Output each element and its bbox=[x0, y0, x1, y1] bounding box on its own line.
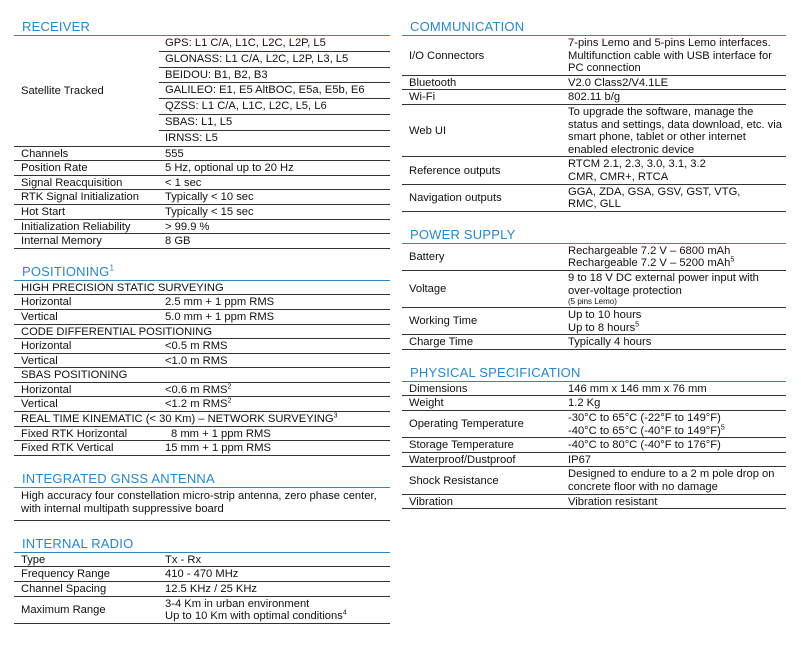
range-line-2 bbox=[165, 610, 390, 623]
voltage-note: (5 pins Lemo) bbox=[568, 297, 617, 307]
row-label: Vibration bbox=[402, 494, 568, 509]
vibration-row bbox=[402, 494, 786, 509]
satellite-irnss: IRNSS: L5 bbox=[165, 131, 218, 144]
storage-temp-row bbox=[402, 438, 786, 453]
cd-heading: CODE DIFFERENTIAL POSITIONING bbox=[14, 324, 390, 339]
row-value: Typically 4 hours bbox=[568, 335, 786, 350]
radio-title: INTERNAL RADIO bbox=[14, 535, 390, 553]
power-section bbox=[402, 226, 786, 350]
weight-row bbox=[402, 396, 786, 411]
wifi-row bbox=[402, 90, 786, 105]
satellite-beidou: BEIDOU: B1, B2, B3 bbox=[159, 68, 390, 84]
row-label: Bluetooth bbox=[402, 75, 568, 90]
radio-row bbox=[14, 567, 390, 582]
footnote: 5 bbox=[635, 320, 640, 328]
operating-temp-row bbox=[402, 411, 786, 438]
row-value bbox=[568, 270, 786, 307]
range-line-1: 3-4 Km in urban environment bbox=[165, 597, 310, 610]
working-line-2 bbox=[568, 322, 786, 335]
cd-heading-row bbox=[14, 324, 390, 339]
row-label: Vertical bbox=[14, 397, 159, 412]
row-value: 5.0 mm + 1 ppm RMS bbox=[159, 309, 390, 324]
satellite-qzss: QZSS: L1 C/A, L1C, L2C, L5, L6 bbox=[159, 99, 390, 115]
radio-row bbox=[14, 553, 390, 567]
working-line-2-text: Up to 8 hours bbox=[568, 321, 636, 334]
row-label: Web UI bbox=[402, 104, 568, 156]
hp-vertical-row bbox=[14, 309, 390, 324]
row-value: Typically < 15 sec bbox=[159, 204, 390, 219]
receiver-row bbox=[14, 204, 390, 219]
optemp-line-2-text: -40°C to 65°C (-40°F to 149°F) bbox=[568, 424, 721, 437]
row-value: 15 mm + 1 ppm RMS bbox=[159, 441, 390, 456]
communication-section bbox=[402, 18, 786, 212]
shock-row bbox=[402, 467, 786, 494]
physical-section bbox=[402, 364, 786, 509]
row-label: Maximum Range bbox=[14, 596, 159, 623]
row-label: Horizontal bbox=[14, 295, 159, 310]
row-value: 1.2 Kg bbox=[568, 396, 786, 411]
footnote: 2 bbox=[227, 383, 232, 391]
sbas-vertical-value: <1.2 m RMS bbox=[165, 398, 228, 411]
row-value: -40°C to 80°C (-40°F to 176°F) bbox=[568, 438, 786, 453]
positioning-table bbox=[14, 281, 390, 456]
io-row bbox=[402, 36, 786, 75]
ref-line-2: CMR, CMR+, RTCA bbox=[568, 170, 669, 183]
row-value: 802.11 b/g bbox=[568, 90, 786, 105]
sbas-horizontal-row bbox=[14, 382, 390, 397]
row-label: Position Rate bbox=[14, 161, 159, 176]
row-label: Working Time bbox=[402, 308, 568, 335]
row-label: Waterproof/Dustproof bbox=[402, 452, 568, 467]
row-value: V2.0 Class2/V4.1LE bbox=[568, 75, 786, 90]
rtk-vertical-row bbox=[14, 441, 390, 456]
voltage-line: 9 to 18 V DC external power input with over-voltage protection bbox=[568, 271, 759, 297]
row-label: Navigation outputs bbox=[402, 184, 568, 211]
nav-line-2: RMC, GLL bbox=[568, 198, 621, 211]
battery-line-1: Rechargeable 7.2 V – 6800 mAh bbox=[568, 244, 731, 257]
bluetooth-row bbox=[402, 75, 786, 90]
footnote: 5 bbox=[730, 256, 735, 264]
row-value bbox=[159, 397, 390, 412]
hp-heading: HIGH PRECISION STATIC SURVEYING bbox=[14, 281, 390, 295]
satellite-label: Satellite Tracked bbox=[14, 36, 159, 146]
row-label: Type bbox=[14, 553, 159, 567]
row-value: 2.5 mm + 1 ppm RMS bbox=[159, 295, 390, 310]
row-value: Designed to endure to a 2 m pole drop on concrete floor with no damage bbox=[568, 467, 786, 494]
row-label: Weight bbox=[402, 396, 568, 411]
row-label: Operating Temperature bbox=[402, 411, 568, 438]
navigation-outputs-row bbox=[402, 184, 786, 211]
cd-vertical-row bbox=[14, 353, 390, 368]
sbas-heading-row bbox=[14, 368, 390, 383]
row-value bbox=[568, 308, 786, 335]
satellite-list bbox=[159, 36, 390, 146]
row-label: Fixed RTK Vertical bbox=[14, 441, 159, 456]
row-label: Vertical bbox=[14, 309, 159, 324]
footnote: 3 bbox=[333, 412, 338, 420]
row-label: Vertical bbox=[14, 353, 159, 368]
receiver-title: RECEIVER bbox=[14, 18, 390, 36]
rtk-heading bbox=[14, 412, 390, 427]
optemp-line-1: -30°C to 65°C (-22°F to 149°F) bbox=[568, 412, 721, 425]
row-label: Voltage bbox=[402, 270, 568, 307]
receiver-table bbox=[14, 36, 390, 249]
row-label: RTK Signal Initialization bbox=[14, 190, 159, 205]
positioning-title bbox=[14, 263, 390, 281]
row-value: 12.5 KHz / 25 KHz bbox=[159, 582, 390, 597]
satellite-gps: GPS: L1 C/A, L1C, L2C, L2P, L5 bbox=[159, 36, 390, 52]
row-value: <0.5 m RMS bbox=[159, 339, 390, 354]
row-value bbox=[159, 382, 390, 397]
sbas-horizontal-value: <0.6 m RMS bbox=[165, 383, 228, 396]
row-value: <1.0 m RMS bbox=[159, 353, 390, 368]
nav-line-1: GGA, ZDA, GSA, GSV, GST, VTG, bbox=[568, 185, 741, 198]
voltage-row bbox=[402, 270, 786, 307]
positioning-section bbox=[14, 263, 390, 456]
satellite-glonass: GLONASS: L1 C/A, L2C, L2P, L3, L5 bbox=[159, 52, 390, 68]
satellite-row bbox=[14, 36, 390, 146]
receiver-row bbox=[14, 146, 390, 161]
row-label: Channel Spacing bbox=[14, 582, 159, 597]
communication-table bbox=[402, 36, 786, 212]
antenna-description: High accuracy four constellation micro-strip antenna, zero phase center, with internal multipath suppressive board bbox=[14, 488, 390, 521]
hp-heading-row bbox=[14, 281, 390, 295]
rtk-horizontal-row bbox=[14, 426, 390, 441]
satellite-sbas: SBAS: L1, L5 bbox=[159, 115, 390, 131]
row-label: Horizontal bbox=[14, 339, 159, 354]
row-label: Wi-Fi bbox=[402, 90, 568, 105]
power-title: POWER SUPPLY bbox=[402, 226, 786, 244]
row-label: Frequency Range bbox=[14, 567, 159, 582]
power-table bbox=[402, 244, 786, 350]
footnote: 5 bbox=[720, 423, 725, 431]
optemp-line-2 bbox=[568, 425, 786, 438]
row-value: 146 mm x 146 mm x 76 mm bbox=[568, 382, 786, 396]
physical-title: PHYSICAL SPECIFICATION bbox=[402, 364, 786, 382]
communication-title: COMMUNICATION bbox=[402, 18, 786, 36]
row-label: Reference outputs bbox=[402, 157, 568, 184]
row-label: Horizontal bbox=[14, 382, 159, 397]
dimensions-row bbox=[402, 382, 786, 396]
hp-horizontal-row bbox=[14, 295, 390, 310]
row-value bbox=[159, 596, 390, 623]
footnote: 4 bbox=[342, 609, 347, 617]
satellite-galileo: GALILEO: E1, E5 AltBOC, E5a, E5b, E6 bbox=[159, 83, 390, 99]
receiver-row bbox=[14, 234, 390, 249]
radio-table bbox=[14, 553, 390, 624]
row-value: 7-pins Lemo and 5-pins Lemo interfaces. Multifunction cable with USB interface for PC connection bbox=[568, 36, 786, 75]
row-label: Dimensions bbox=[402, 382, 568, 396]
sbas-heading: SBAS POSITIONING bbox=[14, 368, 390, 383]
sbas-vertical-row bbox=[14, 397, 390, 412]
positioning-title-text: POSITIONING bbox=[22, 263, 110, 279]
row-label: Internal Memory bbox=[14, 234, 159, 249]
row-label: Hot Start bbox=[14, 204, 159, 219]
row-value bbox=[568, 157, 786, 184]
row-value: Tx - Rx bbox=[159, 553, 390, 567]
webui-row bbox=[402, 104, 786, 156]
row-label: Channels bbox=[14, 146, 159, 161]
receiver-section bbox=[14, 18, 390, 249]
row-value bbox=[568, 411, 786, 438]
row-label: Storage Temperature bbox=[402, 438, 568, 453]
rtk-heading-row bbox=[14, 412, 390, 427]
row-value: Typically < 10 sec bbox=[159, 190, 390, 205]
battery-row bbox=[402, 244, 786, 271]
row-value: 8 GB bbox=[159, 234, 390, 249]
receiver-row bbox=[14, 161, 390, 176]
charge-time-row bbox=[402, 335, 786, 350]
range-line-2-text: Up to 10 Km with optimal conditions bbox=[165, 610, 343, 623]
right-column bbox=[402, 18, 786, 523]
footnote: 2 bbox=[227, 397, 232, 405]
working-time-row bbox=[402, 308, 786, 335]
row-label: Charge Time bbox=[402, 335, 568, 350]
antenna-title: INTEGRATED GNSS ANTENNA bbox=[14, 470, 390, 488]
row-value: IP67 bbox=[568, 452, 786, 467]
left-column bbox=[14, 18, 390, 638]
working-line-1: Up to 10 hours bbox=[568, 309, 642, 322]
row-label: Battery bbox=[402, 244, 568, 271]
waterproof-row bbox=[402, 452, 786, 467]
row-label: Shock Resistance bbox=[402, 467, 568, 494]
row-value: 5 Hz, optional up to 20 Hz bbox=[159, 161, 390, 176]
max-range-row bbox=[14, 596, 390, 623]
row-label: Signal Reacquisition bbox=[14, 175, 159, 190]
row-value: 8 mm + 1 ppm RMS bbox=[159, 426, 390, 441]
radio-row bbox=[14, 582, 390, 597]
row-label: Initialization Reliability bbox=[14, 219, 159, 234]
physical-table bbox=[402, 382, 786, 509]
antenna-section bbox=[14, 470, 390, 521]
row-value: 555 bbox=[159, 146, 390, 161]
row-value: To upgrade the software, manage the status and settings, data download, etc. via smart phone, tablet or other internet enabled electronic device bbox=[568, 104, 786, 156]
battery-line-2 bbox=[568, 257, 786, 270]
row-value: < 1 sec bbox=[159, 175, 390, 190]
row-value: 410 - 470 MHz bbox=[159, 567, 390, 582]
receiver-row bbox=[14, 175, 390, 190]
ref-line-1: RTCM 2.1, 2.3, 3.0, 3.1, 3.2 bbox=[568, 158, 706, 171]
cd-horizontal-row bbox=[14, 339, 390, 354]
row-label: I/O Connectors bbox=[402, 36, 568, 75]
row-value: > 99.9 % bbox=[159, 219, 390, 234]
battery-line-2-text: Rechargeable 7.2 V – 5200 mAh bbox=[568, 257, 731, 270]
row-value bbox=[568, 184, 786, 211]
row-value bbox=[568, 244, 786, 271]
reference-outputs-row bbox=[402, 157, 786, 184]
radio-section bbox=[14, 535, 390, 624]
row-value: Vibration resistant bbox=[568, 494, 786, 509]
receiver-row bbox=[14, 190, 390, 205]
receiver-row bbox=[14, 219, 390, 234]
row-label: Fixed RTK Horizontal bbox=[14, 426, 159, 441]
rtk-heading-text: REAL TIME KINEMATIC (< 30 Km) – NETWORK SURVEYING bbox=[21, 413, 334, 426]
positioning-title-footnote: 1 bbox=[109, 263, 115, 273]
